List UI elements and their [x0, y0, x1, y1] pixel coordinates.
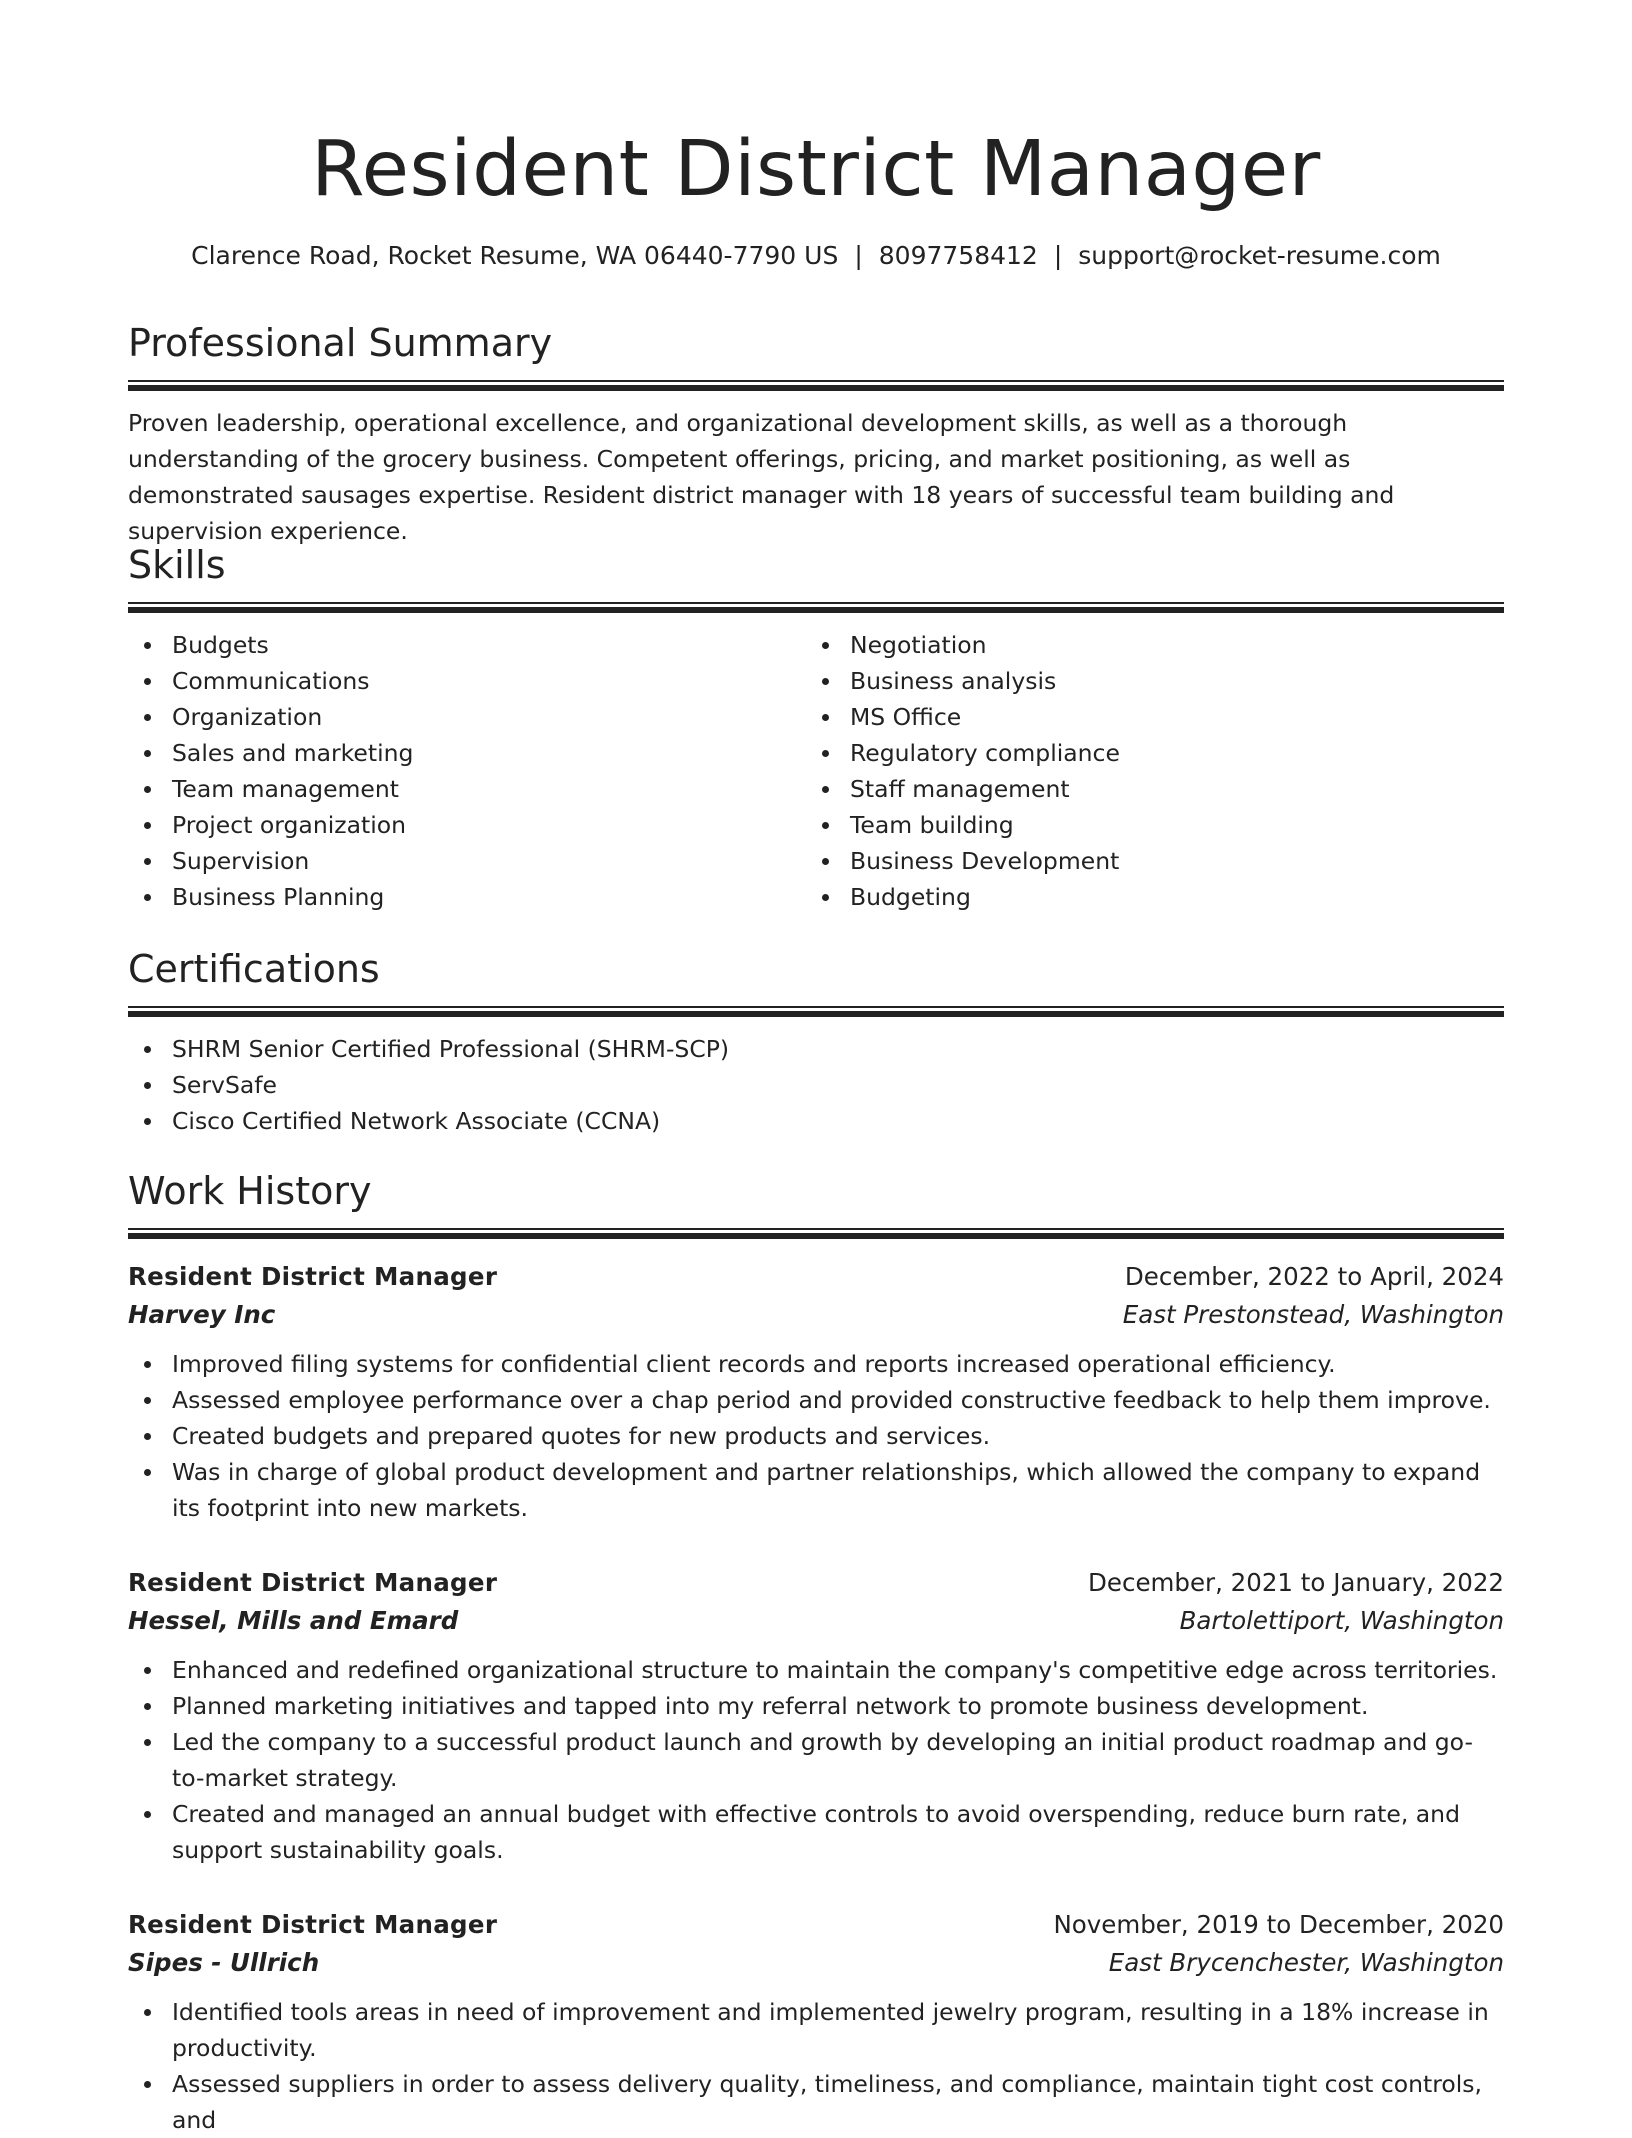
certifications-section [128, 944, 1504, 1139]
job-bullet: Assessed suppliers in order to assess delivery quality, timeliness, and compliance, maintain tight cost controls, and [128, 2066, 1504, 2138]
skill-item: MS Office [806, 699, 1484, 735]
job-role: Resident District Manager [128, 1568, 498, 1597]
job-title-row [128, 1564, 1504, 1602]
contact-separator: | [854, 241, 863, 270]
skill-item: Negotiation [806, 627, 1484, 663]
work-history-section [128, 1166, 1504, 1239]
job-company: Hessel, Mills and Emard [128, 1606, 459, 1635]
skills-heading: Skills [128, 543, 226, 587]
job-company: Harvey Inc [128, 1300, 276, 1329]
job-bullet: Improved filing systems for confidential client records and reports increased operational efficiency. [128, 1346, 1504, 1382]
skill-item: Business Planning [128, 879, 806, 915]
work-history-heading: Work History [128, 1169, 372, 1213]
skill-item: Team building [806, 807, 1484, 843]
skills-list-left [128, 627, 806, 915]
job-company: Sipes - Ullrich [128, 1948, 320, 1977]
job-bullet: Assessed employee performance over a chap period and provided constructive feedback to help them improve. [128, 1382, 1504, 1418]
job-bullet: Created and managed an annual budget with effective controls to avoid overspending, reduce burn rate, and support sustainability goals. [128, 1796, 1504, 1868]
job-location: East Prestonstead, Washington [1122, 1300, 1504, 1329]
skill-item: Supervision [128, 843, 806, 879]
contact-separator: | [1053, 241, 1063, 270]
job-bullet: Led the company to a successful product launch and growth by developing an initial product roadmap and go-to-market strategy. [128, 1724, 1504, 1796]
section-divider [128, 380, 1504, 391]
job-dates: December, 2022 to April, 2024 [1124, 1262, 1504, 1291]
skill-item: Project organization [128, 807, 806, 843]
job-bullet: Enhanced and redefined organizational structure to maintain the company's competitive edge across territories. [128, 1652, 1504, 1688]
certifications-heading: Certifications [128, 947, 380, 991]
summary-section [128, 318, 1504, 549]
skills-grid [128, 627, 1504, 915]
resume-title: Resident District Manager [311, 125, 1321, 214]
skill-item: Business analysis [806, 663, 1484, 699]
skill-item: Business Development [806, 843, 1484, 879]
job-location: East Brycenchester, Washington [1108, 1948, 1504, 1977]
job-entry [128, 1258, 1504, 1526]
job-bullet: Planned marketing initiatives and tapped into my referral network to promote business development. [128, 1688, 1504, 1724]
skill-item: Regulatory compliance [806, 735, 1484, 771]
job-title-row [128, 1906, 1504, 1944]
contact-email[interactable]: support@rocket-resume.com [1078, 241, 1441, 270]
certification-item: ServSafe [128, 1067, 1504, 1103]
job-bullet: Identified tools areas in need of improvement and implemented jewelry program, resulting in a 18% increase in productivity. [128, 1994, 1504, 2066]
skill-item: Staff management [806, 771, 1484, 807]
job-bullet: Created budgets and prepared quotes for new products and services. [128, 1418, 1504, 1454]
skill-item: Organization [128, 699, 806, 735]
job-bullets [128, 1652, 1504, 1868]
skill-item: Budgets [128, 627, 806, 663]
skill-item: Budgeting [806, 879, 1484, 915]
summary-text: Proven leadership, operational excellence, and organizational development skills, as well as a thorough understanding of the grocery business. Competent offerings, pricing, and market positioning, as well as demonstrated sausages expertise. Resident district manager with 18 years of successful team building and supervision experience. [128, 409, 1395, 545]
skill-item: Team management [128, 771, 806, 807]
summary-heading: Professional Summary [128, 321, 553, 365]
skills-list-right [806, 627, 1484, 915]
job-company-row [128, 1602, 1504, 1640]
job-role: Resident District Manager [128, 1910, 498, 1939]
skill-item: Communications [128, 663, 806, 699]
job-company-row [128, 1944, 1504, 1982]
job-bullets [128, 1994, 1504, 2138]
contact-address: Clarence Road, Rocket Resume, WA 06440-7790 US [191, 241, 839, 270]
job-bullet: Was in charge of global product development and partner relationships, which allowed the company to expand its footprint into new markets. [128, 1454, 1504, 1526]
section-divider [128, 602, 1504, 613]
job-dates: December, 2021 to January, 2022 [1088, 1568, 1504, 1597]
section-divider [128, 1228, 1504, 1239]
job-company-row [128, 1296, 1504, 1334]
section-divider [128, 1006, 1504, 1017]
skills-section [128, 540, 1504, 915]
certification-item: Cisco Certified Network Associate (CCNA) [128, 1103, 1504, 1139]
job-entry [128, 1906, 1504, 2138]
job-role: Resident District Manager [128, 1262, 498, 1291]
skill-item: Sales and marketing [128, 735, 806, 771]
job-dates: November, 2019 to December, 2020 [1053, 1910, 1504, 1939]
job-bullets [128, 1346, 1504, 1526]
contact-phone: 8097758412 [878, 241, 1038, 270]
contact-line [108, 236, 1524, 276]
job-title-row [128, 1258, 1504, 1296]
certifications-list [128, 1031, 1504, 1139]
job-location: Bartolettiport, Washington [1179, 1606, 1504, 1635]
job-entry [128, 1564, 1504, 1868]
certification-item: SHRM Senior Certified Professional (SHRM-SCP) [128, 1031, 1504, 1067]
